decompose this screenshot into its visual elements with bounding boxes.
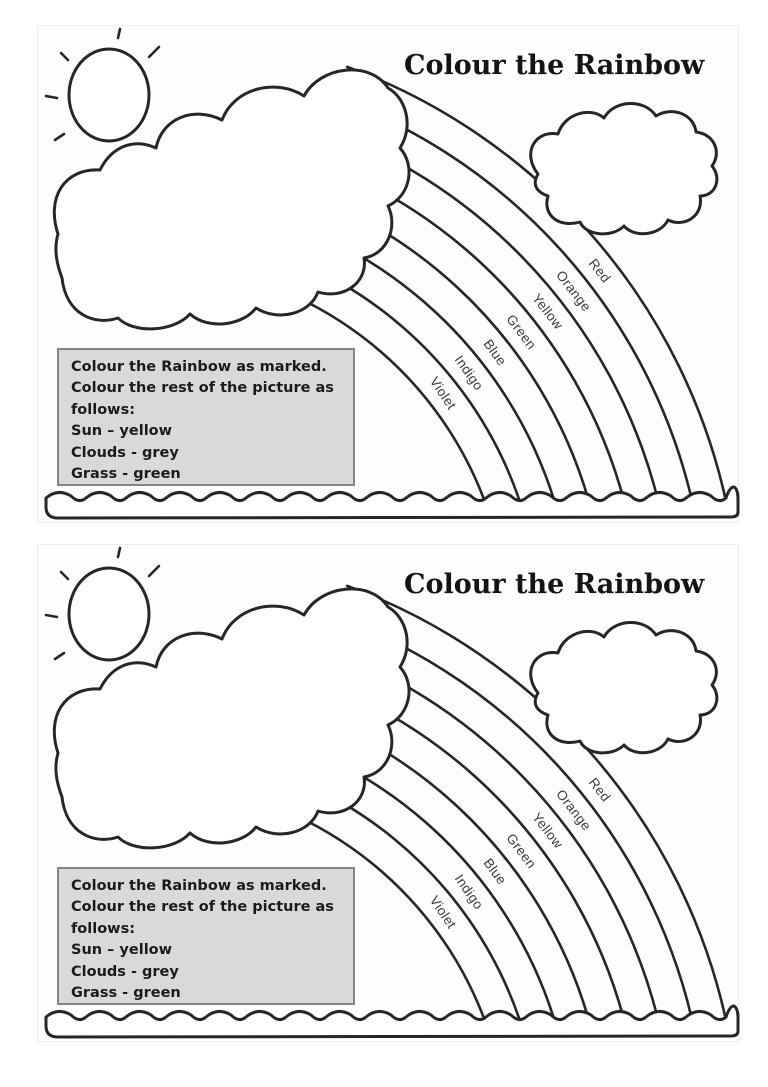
- instruction-line: Colour the Rainbow as marked.: [71, 359, 327, 375]
- sun-icon: [46, 29, 159, 141]
- instruction-box: [57, 867, 355, 1005]
- rainbow-band-label-indigo: Indigo: [451, 352, 487, 394]
- instruction-line: Colour the rest of the picture as: [71, 380, 334, 397]
- rainbow-band-label-violet: Violet: [426, 374, 460, 413]
- grass-icon: [46, 1006, 738, 1037]
- instruction-box: [57, 348, 355, 486]
- instruction-line: Clouds - grey: [71, 963, 179, 980]
- rainbow-band-label-yellow: Yellow: [529, 809, 567, 852]
- page-title: Colour the Rainbow: [404, 50, 705, 81]
- rainbow-band-label-blue: Blue: [480, 336, 510, 369]
- rainbow-band-label-red: Red: [585, 774, 614, 805]
- rainbow-band-label-green: Green: [503, 311, 540, 353]
- small-cloud-icon: [531, 622, 717, 752]
- rainbow-band-label-indigo: Indigo: [451, 871, 487, 913]
- sun-disc: [69, 49, 149, 141]
- rainbow-band-label-orange: Orange: [553, 786, 595, 834]
- rainbow-band-label-green: Green: [503, 830, 540, 872]
- sun-icon: [46, 548, 159, 660]
- instruction-line: Grass - green: [71, 985, 181, 1002]
- instruction-line: Sun – yellow: [71, 423, 173, 440]
- rainbow-band-label-yellow: Yellow: [529, 290, 567, 333]
- instruction-line: Sun – yellow: [71, 942, 173, 959]
- rainbow-band-label-orange: Orange: [553, 267, 595, 315]
- rainbow-band-label-violet: Violet: [426, 893, 460, 932]
- sun-disc: [69, 568, 149, 660]
- rainbow-band-label-red: Red: [585, 255, 614, 286]
- page-title: Colour the Rainbow: [404, 569, 705, 600]
- rainbow-band-label-blue: Blue: [480, 855, 510, 888]
- grass-icon: [46, 487, 738, 518]
- instruction-line: Colour the rest of the picture as: [71, 899, 334, 916]
- instruction-line: Clouds - grey: [71, 444, 179, 461]
- worksheet-page: [38, 26, 738, 522]
- instruction-line: Grass - green: [71, 466, 181, 483]
- small-cloud-icon: [531, 103, 717, 233]
- instruction-line: follows:: [71, 920, 135, 937]
- instruction-line: follows:: [71, 401, 135, 418]
- instruction-line: Colour the Rainbow as marked.: [71, 878, 327, 894]
- worksheet-page: [38, 545, 738, 1041]
